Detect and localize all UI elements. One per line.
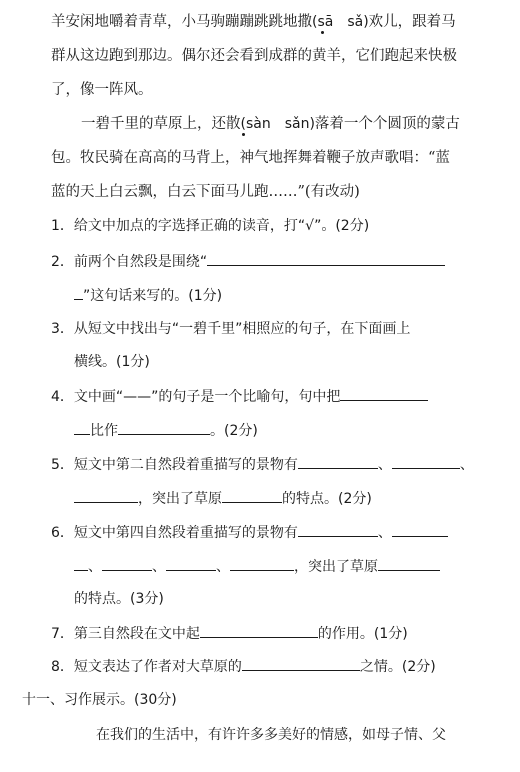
passage-line (51, 80, 153, 100)
question-3: 3．从短文中找出与“一碧千里”相照应的句子，在下面画上 (51, 321, 411, 337)
answer-blank[interactable] (298, 522, 378, 537)
question-6-cont2: 的特点。(3分) (74, 591, 164, 607)
passage-text: 蓝的天上白云飘，白云下面马儿跑……”(有改动) (51, 184, 360, 200)
passage-line (51, 12, 456, 32)
passage-text: 落着一个个圆顶的蒙古 (314, 116, 460, 132)
answer-blank[interactable] (118, 420, 210, 435)
passage-text: 欢儿，跟着马 (368, 14, 456, 30)
answer-blank[interactable] (207, 251, 445, 266)
passage-text: 群从这边跑到那边。偶尔还会看到成群的黄羊，它们跑起来快极 (51, 48, 457, 64)
passage-text: 羊安闲地嚼着青草，小马驹蹦蹦跳跳地撒 (51, 14, 312, 30)
passage-line (81, 114, 460, 134)
passage-line (51, 148, 450, 168)
passage-line (51, 46, 457, 66)
section-heading: 十一、习作展示。(30分) (22, 692, 177, 708)
question-2-cont: ”这句话来写的。(1分) (74, 285, 222, 306)
question-3-cont: 横线。(1分) (74, 354, 150, 370)
question-8: 8．短文表达了作者对大草原的 之情。(2分) (51, 656, 436, 677)
passage-text: 了，像一阵风。 (51, 82, 153, 98)
passage-line (51, 182, 360, 202)
answer-blank[interactable] (166, 556, 216, 571)
answer-blank[interactable] (340, 386, 428, 401)
answer-blank[interactable] (222, 488, 282, 503)
answer-blank[interactable] (392, 454, 460, 469)
question-5: 5．短文中第二自然段着重描写的景物有 、 、 (51, 454, 474, 475)
answer-blank[interactable] (74, 420, 90, 435)
passage-text: 一碧千里的草原上，还散 (81, 116, 241, 132)
section-intro: 在我们的生活中，有许许多多美好的情感，如母子情、父 (96, 727, 446, 743)
question-1: 1．给文中加点的字选择正确的读音，打“√”。(2分) (51, 218, 370, 234)
question-4: 4．文中画“——”的句子是一个比喻句，句中把 (51, 386, 428, 407)
answer-blank[interactable] (74, 556, 88, 571)
pinyin-choice: (sā sǎ) (312, 14, 369, 30)
question-4-cont: 比作 。(2分) (74, 420, 258, 441)
answer-blank[interactable] (378, 556, 440, 571)
pinyin-choice: (sàn sǎn) (240, 116, 315, 132)
answer-blank[interactable] (230, 556, 294, 571)
answer-blank[interactable] (74, 488, 138, 503)
answer-blank[interactable] (298, 454, 378, 469)
answer-blank[interactable] (242, 656, 360, 671)
question-7: 7．第三自然段在文中起 的作用。(1分) (51, 623, 408, 644)
answer-blank[interactable] (200, 623, 318, 638)
passage-text: 包。牧民骑在高高的马背上，神气地挥舞着鞭子放声歌唱：“蓝 (51, 150, 450, 166)
answer-blank[interactable] (392, 522, 448, 537)
question-2: 2．前两个自然段是围绕“ (51, 251, 445, 272)
question-5-cont: ，突出了草原 的特点。(2分) (74, 488, 372, 509)
answer-blank[interactable] (74, 285, 83, 300)
question-6: 6．短文中第四自然段着重描写的景物有 、 (51, 522, 448, 543)
question-6-cont: 、 、 、 ，突出了草原 (74, 556, 440, 577)
answer-blank[interactable] (102, 556, 152, 571)
